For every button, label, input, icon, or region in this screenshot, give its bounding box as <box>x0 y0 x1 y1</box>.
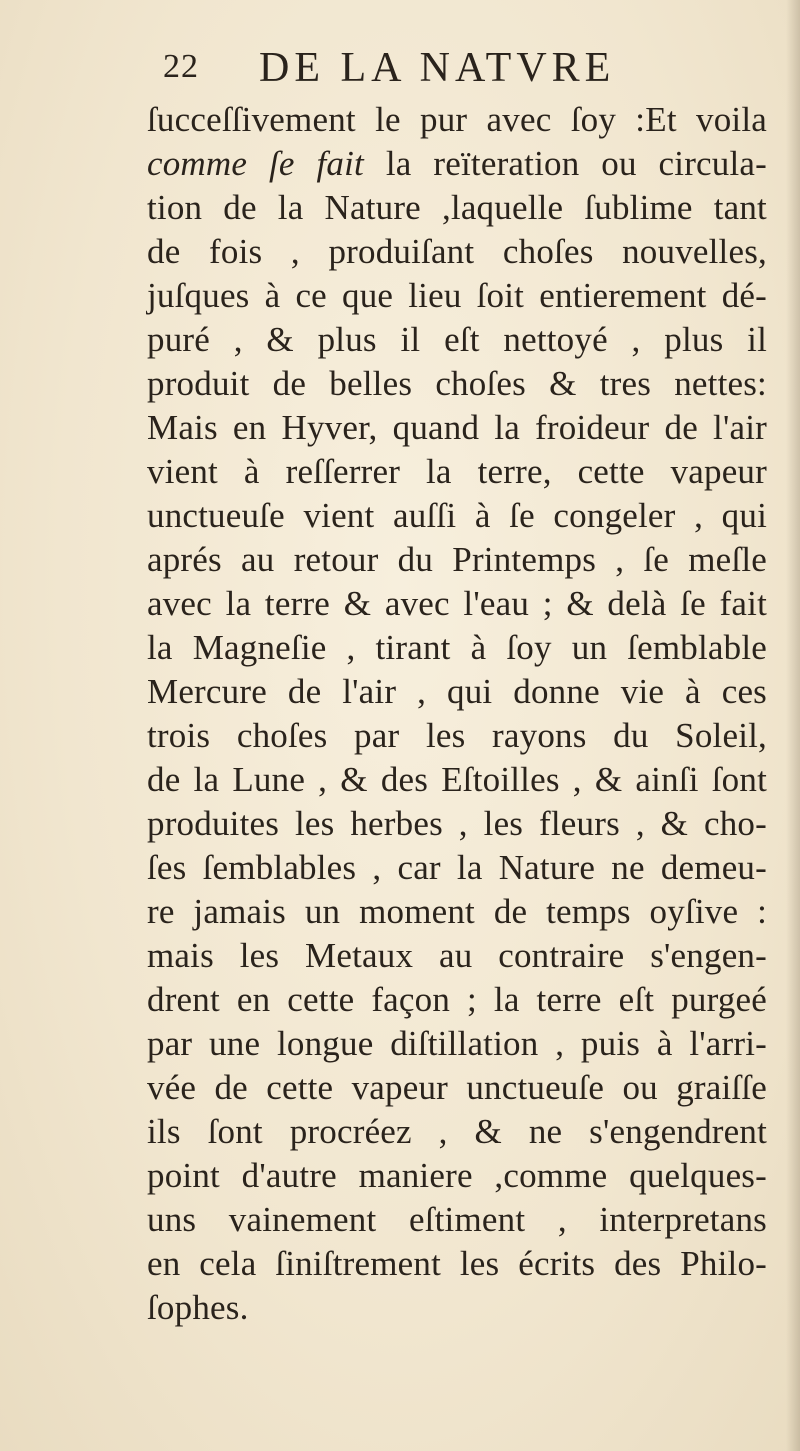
text-line-5: juſques à ce que lieu ſoit entierement dé- <box>147 276 767 315</box>
text-line-24: ils ſont procréez , & ne s'engendrent <box>147 1112 767 1151</box>
text-line-4: de fois , produiſant choſes nouvelles, <box>147 232 767 271</box>
text-line-25: point d'autre maniere ,comme quelques- <box>147 1156 767 1195</box>
italic-phrase: comme ſe fait <box>147 144 364 183</box>
page-number: 22 <box>163 48 199 85</box>
text-line-2 <box>147 142 767 186</box>
text-line-20: mais les Metaux au contraire s'engen- <box>147 936 767 975</box>
page-header <box>163 44 763 100</box>
text-line-3: tion de la Nature ,laquelle ſublime tant <box>147 188 767 227</box>
text-line-6: puré , & plus il eſt nettoyé , plus il <box>147 320 767 359</box>
text-line-17: produites les herbes , les fleurs , & cho- <box>147 804 767 843</box>
text-line-13: la Magneſie , tirant à ſoy un ſemblable <box>147 628 767 667</box>
body-text <box>147 98 767 1330</box>
text-line-1: ſucceſſivement le pur avec ſoy :Et voila <box>147 100 767 139</box>
text-line-23: vée de cette vapeur unctueuſe ou graiſſe <box>147 1068 767 1107</box>
text-line-12: avec la terre & avec l'eau ; & delà ſe fait <box>147 584 767 623</box>
text-line-18: ſes ſemblables , car la Nature ne demeu- <box>147 848 767 887</box>
text-line-28: ſophes. <box>147 1288 249 1327</box>
text-line-26: uns vainement eſtiment , interpretans <box>147 1200 767 1239</box>
text-line-8: Mais en Hyver, quand la froideur de l'air <box>147 408 767 447</box>
text-line-11: aprés au retour du Printemps , ſe meſle <box>147 540 767 579</box>
text-line-19: re jamais un moment de temps oyſive : <box>147 892 767 931</box>
text-line-15: trois choſes par les rayons du Soleil, <box>147 716 767 755</box>
text-line-14: Mercure de l'air , qui donne vie à ces <box>147 672 767 711</box>
text-line-7: produit de belles choſes & tres nettes: <box>147 364 767 403</box>
text-line-21: drent en cette façon ; la terre eſt purgeé <box>147 980 767 1019</box>
text-line-2-rest: la reïteration ou circula- <box>385 144 768 183</box>
page-edge-shadow <box>786 0 800 1451</box>
text-line-10: unctueuſe vient auſſi à ſe congeler , qui <box>147 496 767 535</box>
text-line-22: par une longue diſtillation , puis à l'arri- <box>147 1024 767 1063</box>
text-line-9: vient à reſſerrer la terre, cette vapeur <box>147 452 767 491</box>
text-line-16: de la Lune , & des Eſtoilles , & ainſi ſont <box>147 760 767 799</box>
running-head: DE LA NATVRE <box>259 45 616 91</box>
text-line-27: en cela ſiniſtrement les écrits des Philo- <box>147 1244 767 1283</box>
